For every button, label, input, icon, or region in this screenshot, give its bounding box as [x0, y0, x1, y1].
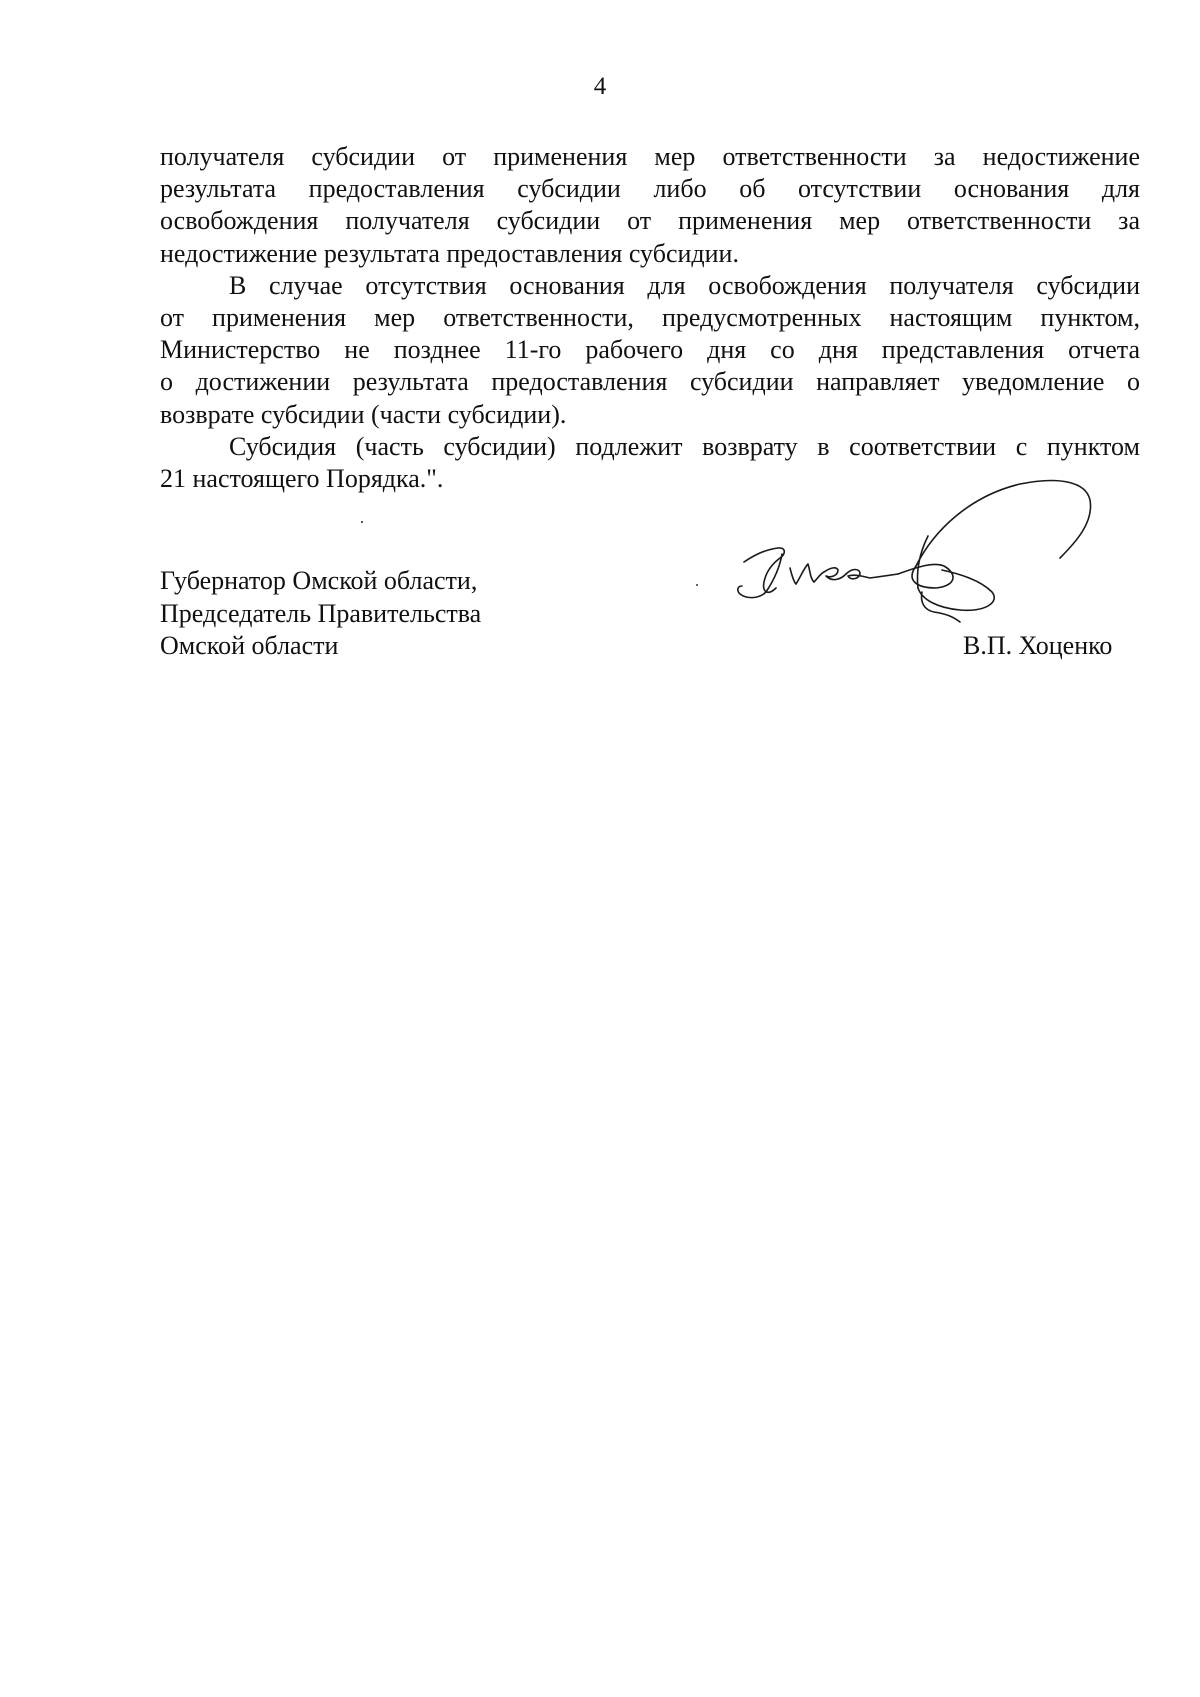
paragraph-1-line-4: недостижение результата предоставления субсидии.: [160, 238, 739, 268]
paragraph-2-line-2: от применения мер ответственности, предусмотренных настоящим пунктом,: [160, 303, 1140, 333]
document-body: [160, 141, 1140, 495]
signatory-name: В.П. Хоценко: [963, 631, 1113, 660]
paragraph-3-line-1: Субсидия (часть субсидии) подлежит возврату в соответствии с пунктом: [229, 431, 1140, 461]
paragraph-2-line-5: возврате субсидии (части субсидии).: [160, 399, 567, 429]
page-number: 4: [593, 73, 607, 100]
signatory-title-line-3: Омской области: [160, 631, 339, 660]
paragraph-1-line-3: освобождения получателя субсидии от применения мер ответственности за: [160, 206, 1140, 236]
paragraph-2-line-3: Министерство не позднее 11-го рабочего дня со дня представления отчета: [160, 335, 1140, 365]
paragraph-1-line-1: получателя субсидии от применения мер ответственности за недостижение: [160, 142, 1140, 171]
signatory-title-line-1: Губернатор Омской области,: [160, 566, 478, 595]
scan-speck: [696, 584, 698, 586]
scan-speck: [361, 521, 363, 523]
signatory-title-line-2: Председатель Правительства: [160, 598, 482, 628]
paragraph-1-line-2: результата предоставления субсидии либо об отсутствии основания для: [160, 174, 1140, 204]
paragraph-2-line-4: о достижении результата предоставления субсидии направляет уведомление о: [160, 367, 1140, 397]
paragraph-2-line-1: В случае отсутствия основания для освобождения получателя субсидии: [229, 270, 1140, 300]
paragraph-3-line-2: 21 настоящего Порядка.".: [160, 464, 444, 494]
signatory-title: [160, 565, 481, 663]
